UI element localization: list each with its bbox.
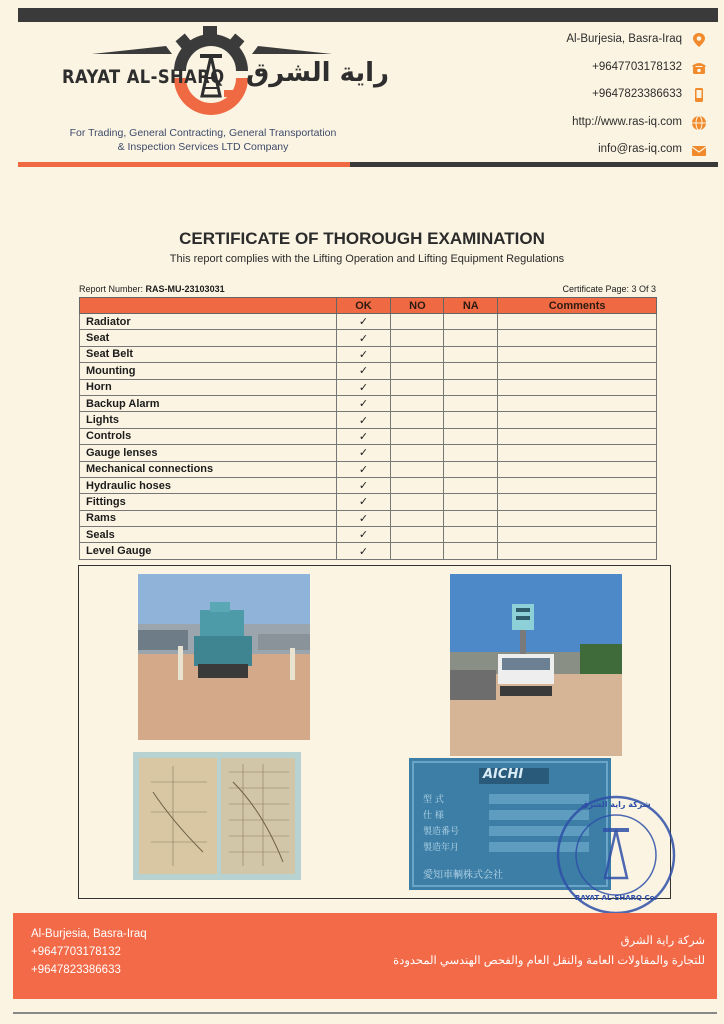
ok-cell: ✓ — [336, 510, 391, 526]
header-address: Al-Burjesia, Basra-Iraq — [566, 33, 682, 45]
table-row — [80, 510, 657, 526]
header-phone-1: +9647703178132 — [592, 61, 682, 73]
company-stamp — [553, 792, 679, 918]
ok-cell: ✓ — [336, 461, 391, 477]
photo-truck-front — [450, 574, 622, 756]
ok-cell: ✓ — [336, 527, 391, 543]
checklist-item-label: Seat — [80, 330, 337, 346]
header-top-bar — [18, 8, 718, 22]
table-row — [80, 494, 657, 510]
footer-contact — [31, 925, 147, 979]
photo-evidence-panel — [78, 565, 671, 902]
no-cell — [391, 494, 444, 510]
comments-cell — [498, 445, 657, 461]
globe-icon — [691, 115, 707, 131]
email-envelope-icon — [691, 143, 707, 159]
col-header-na: NA — [444, 298, 498, 314]
location-pin-icon — [691, 32, 707, 48]
header-website[interactable]: http://www.ras-iq.com — [572, 116, 682, 128]
no-cell — [391, 363, 444, 379]
ok-cell: ✓ — [336, 314, 391, 330]
na-cell — [444, 494, 498, 510]
nameplate-label-date: 製造年月 — [423, 843, 460, 853]
ok-cell: ✓ — [336, 395, 391, 411]
table-row — [80, 543, 657, 559]
checklist-item-label: Seals — [80, 527, 337, 543]
comments-cell — [498, 428, 657, 444]
ok-cell: ✓ — [336, 379, 391, 395]
comments-cell — [498, 412, 657, 428]
report-number-label: Report Number: — [79, 284, 144, 294]
checklist-item-label: Horn — [80, 379, 337, 395]
table-row — [80, 428, 657, 444]
photo-crane-rear — [138, 574, 310, 740]
table-row — [80, 395, 657, 411]
no-cell — [391, 412, 444, 428]
checklist-item-label: Fittings — [80, 494, 337, 510]
nameplate-label-model: 型 式 — [423, 795, 444, 805]
comments-cell — [498, 363, 657, 379]
col-header-no: NO — [391, 298, 444, 314]
na-cell — [444, 395, 498, 411]
document-title: CERTIFICATE OF THOROUGH EXAMINATION — [179, 229, 545, 248]
table-row — [80, 363, 657, 379]
nameplate-label-serial: 製造番号 — [423, 827, 460, 837]
ok-cell: ✓ — [336, 346, 391, 362]
table-row — [80, 412, 657, 428]
table-row — [80, 379, 657, 395]
comments-cell — [498, 477, 657, 493]
ok-cell: ✓ — [336, 412, 391, 428]
no-cell — [391, 527, 444, 543]
inspection-checklist-table — [79, 297, 657, 560]
na-cell — [444, 428, 498, 444]
ok-cell: ✓ — [336, 477, 391, 493]
photo-load-chart — [133, 752, 301, 880]
footer-address: Al-Burjesia, Basra-Iraq — [31, 928, 147, 940]
no-cell — [391, 477, 444, 493]
nameplate-label-spec: 仕 様 — [423, 811, 444, 821]
na-cell — [444, 510, 498, 526]
col-header-ok: OK — [336, 298, 391, 314]
checklist-item-label: Gauge lenses — [80, 445, 337, 461]
table-row — [80, 314, 657, 330]
header-rule-orange — [18, 162, 350, 167]
table-row — [80, 477, 657, 493]
no-cell — [391, 379, 444, 395]
na-cell — [444, 330, 498, 346]
na-cell — [444, 477, 498, 493]
header-phone-2: +9647823386633 — [592, 88, 682, 100]
table-row — [80, 346, 657, 362]
comments-cell — [498, 527, 657, 543]
na-cell — [444, 363, 498, 379]
page-footer — [13, 913, 717, 999]
table-row — [80, 461, 657, 477]
telephone-icon — [691, 60, 707, 76]
document-subtitle: This report complies with the Lifting Operation and Lifting Equipment Regulations — [169, 253, 565, 265]
comments-cell — [498, 379, 657, 395]
checklist-item-label: Mechanical connections — [80, 461, 337, 477]
no-cell — [391, 346, 444, 362]
nameplate-labels — [423, 792, 459, 856]
footer-phone-2: +9647823386633 — [31, 964, 121, 976]
comments-cell — [498, 543, 657, 559]
checklist-item-label: Controls — [80, 428, 337, 444]
checklist-item-label: Rams — [80, 510, 337, 526]
comments-cell — [498, 510, 657, 526]
na-cell — [444, 543, 498, 559]
comments-cell — [498, 330, 657, 346]
stamp-text-ar: شركة راية الشرق — [581, 800, 651, 809]
comments-cell — [498, 314, 657, 330]
col-header-comments: Comments — [498, 298, 657, 314]
na-cell — [444, 527, 498, 543]
certificate-page: Certificate Page: 3 Of 3 — [562, 284, 656, 294]
no-cell — [391, 543, 444, 559]
footer-phone-1: +9647703178132 — [31, 946, 121, 958]
na-cell — [444, 379, 498, 395]
company-tagline — [55, 126, 351, 154]
footer-tagline-ar: للتجارة والمقاولات العامة والنقل العام والفحص الهندسي المحدودة — [393, 955, 705, 967]
no-cell — [391, 330, 444, 346]
mobile-phone-icon — [691, 87, 707, 103]
no-cell — [391, 314, 444, 330]
company-name-ar: راية الشرق — [246, 58, 390, 88]
checklist-item-label: Hydraulic hoses — [80, 477, 337, 493]
table-row — [80, 445, 657, 461]
na-cell — [444, 461, 498, 477]
footer-company-ar — [393, 931, 705, 971]
ok-cell: ✓ — [336, 428, 391, 444]
stamp-text-en: RAYAT AL-SHARQ Co. — [574, 894, 658, 902]
header-rule-dark — [350, 162, 718, 167]
ok-cell: ✓ — [336, 330, 391, 346]
nameplate-maker: 愛知車輌株式会社 — [423, 870, 503, 881]
table-header-row — [80, 298, 657, 314]
bottom-rule — [13, 1012, 717, 1014]
table-row — [80, 527, 657, 543]
na-cell — [444, 412, 498, 428]
comments-cell — [498, 346, 657, 362]
na-cell — [444, 445, 498, 461]
table-row — [80, 330, 657, 346]
ok-cell: ✓ — [336, 543, 391, 559]
report-number — [79, 284, 225, 294]
no-cell — [391, 510, 444, 526]
no-cell — [391, 428, 444, 444]
nameplate-brand: AICHI — [483, 767, 524, 782]
tagline-line-2: & Inspection Services LTD Company — [117, 141, 289, 153]
no-cell — [391, 461, 444, 477]
col-header-item — [80, 298, 337, 314]
comments-cell — [498, 461, 657, 477]
comments-cell — [498, 494, 657, 510]
na-cell — [444, 314, 498, 330]
ok-cell: ✓ — [336, 445, 391, 461]
ok-cell: ✓ — [336, 494, 391, 510]
checklist-item-label: Lights — [80, 412, 337, 428]
checklist-item-label: Level Gauge — [80, 543, 337, 559]
checklist-item-label: Radiator — [80, 314, 337, 330]
comments-cell — [498, 395, 657, 411]
ok-cell: ✓ — [336, 363, 391, 379]
footer-company-name-ar: شركة راية الشرق — [620, 935, 705, 947]
tagline-line-1: For Trading, General Contracting, General Transportation — [69, 127, 337, 139]
na-cell — [444, 346, 498, 362]
checklist-item-label: Seat Belt — [80, 346, 337, 362]
no-cell — [391, 395, 444, 411]
report-number-value: RAS-MU-23103031 — [145, 284, 225, 294]
checklist-item-label: Backup Alarm — [80, 395, 337, 411]
header-email[interactable]: info@ras-iq.com — [598, 143, 682, 155]
checklist-item-label: Mounting — [80, 363, 337, 379]
no-cell — [391, 445, 444, 461]
company-name-en: RAYAT AL-SHARQ — [62, 66, 225, 88]
